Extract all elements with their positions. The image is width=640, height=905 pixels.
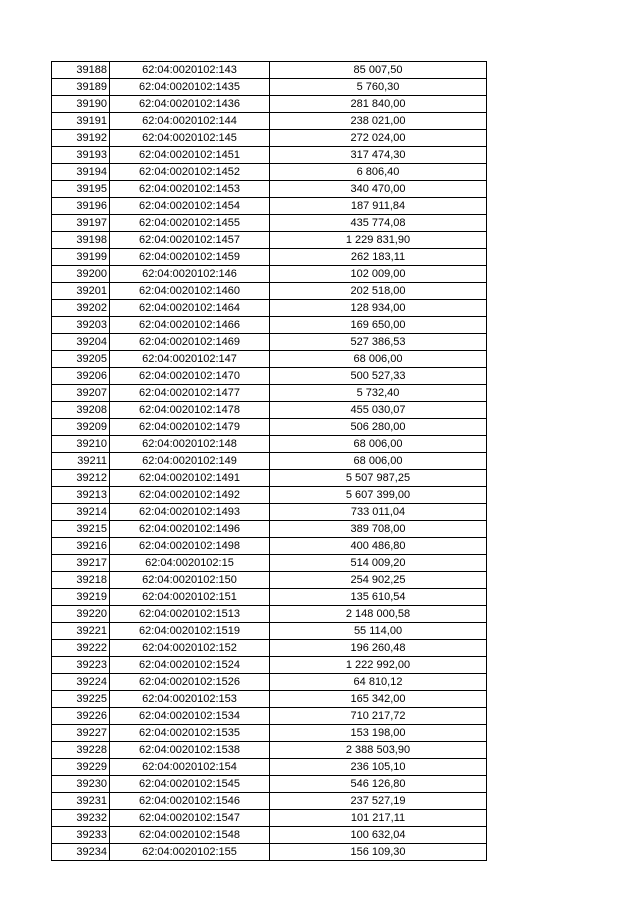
table-row bbox=[52, 844, 487, 861]
table-row bbox=[52, 555, 487, 572]
table-row bbox=[52, 504, 487, 521]
table-row bbox=[52, 62, 487, 79]
cell-row-number: 39191 bbox=[52, 113, 110, 130]
table-row bbox=[52, 266, 487, 283]
cell-amount: 5 507 987,25 bbox=[270, 470, 487, 487]
cell-row-number: 39217 bbox=[52, 555, 110, 572]
table-row bbox=[52, 793, 487, 810]
cell-row-number: 39229 bbox=[52, 759, 110, 776]
table-row bbox=[52, 589, 487, 606]
cell-row-number: 39205 bbox=[52, 351, 110, 368]
cell-row-number: 39189 bbox=[52, 79, 110, 96]
table-row bbox=[52, 572, 487, 589]
cell-cadastral-number: 62:04:0020102:1496 bbox=[110, 521, 270, 538]
cell-cadastral-number: 62:04:0020102:1493 bbox=[110, 504, 270, 521]
cell-row-number: 39212 bbox=[52, 470, 110, 487]
cell-amount: 1 229 831,90 bbox=[270, 232, 487, 249]
cell-row-number: 39206 bbox=[52, 368, 110, 385]
cell-cadastral-number: 62:04:0020102:155 bbox=[110, 844, 270, 861]
cell-cadastral-number: 62:04:0020102:143 bbox=[110, 62, 270, 79]
cell-amount: 165 342,00 bbox=[270, 691, 487, 708]
cell-amount: 68 006,00 bbox=[270, 436, 487, 453]
cell-row-number: 39198 bbox=[52, 232, 110, 249]
cell-cadastral-number: 62:04:0020102:1547 bbox=[110, 810, 270, 827]
table-row bbox=[52, 96, 487, 113]
cell-cadastral-number: 62:04:0020102:1546 bbox=[110, 793, 270, 810]
cell-row-number: 39227 bbox=[52, 725, 110, 742]
cell-cadastral-number: 62:04:0020102:1477 bbox=[110, 385, 270, 402]
cell-cadastral-number: 62:04:0020102:1451 bbox=[110, 147, 270, 164]
cell-cadastral-number: 62:04:0020102:1524 bbox=[110, 657, 270, 674]
cell-cadastral-number: 62:04:0020102:150 bbox=[110, 572, 270, 589]
table-row bbox=[52, 657, 487, 674]
cell-cadastral-number: 62:04:0020102:153 bbox=[110, 691, 270, 708]
cell-amount: 202 518,00 bbox=[270, 283, 487, 300]
cell-row-number: 39213 bbox=[52, 487, 110, 504]
cell-row-number: 39195 bbox=[52, 181, 110, 198]
cell-amount: 156 109,30 bbox=[270, 844, 487, 861]
cell-amount: 546 126,80 bbox=[270, 776, 487, 793]
cell-row-number: 39197 bbox=[52, 215, 110, 232]
cell-amount: 128 934,00 bbox=[270, 300, 487, 317]
cell-row-number: 39188 bbox=[52, 62, 110, 79]
cell-cadastral-number: 62:04:0020102:152 bbox=[110, 640, 270, 657]
cell-amount: 2 388 503,90 bbox=[270, 742, 487, 759]
table-row bbox=[52, 810, 487, 827]
table-row bbox=[52, 538, 487, 555]
cell-amount: 55 114,00 bbox=[270, 623, 487, 640]
cell-amount: 400 486,80 bbox=[270, 538, 487, 555]
table-row bbox=[52, 113, 487, 130]
cell-amount: 455 030,07 bbox=[270, 402, 487, 419]
cell-cadastral-number: 62:04:0020102:1534 bbox=[110, 708, 270, 725]
cell-cadastral-number: 62:04:0020102:1498 bbox=[110, 538, 270, 555]
table-body bbox=[52, 62, 487, 861]
cell-row-number: 39233 bbox=[52, 827, 110, 844]
table-row bbox=[52, 436, 487, 453]
cell-row-number: 39200 bbox=[52, 266, 110, 283]
cell-amount: 1 222 992,00 bbox=[270, 657, 487, 674]
cell-row-number: 39199 bbox=[52, 249, 110, 266]
cell-cadastral-number: 62:04:0020102:1469 bbox=[110, 334, 270, 351]
cell-cadastral-number: 62:04:0020102:1548 bbox=[110, 827, 270, 844]
cell-amount: 85 007,50 bbox=[270, 62, 487, 79]
cell-amount: 389 708,00 bbox=[270, 521, 487, 538]
table-row bbox=[52, 640, 487, 657]
table-row bbox=[52, 334, 487, 351]
cell-row-number: 39219 bbox=[52, 589, 110, 606]
cell-cadastral-number: 62:04:0020102:1454 bbox=[110, 198, 270, 215]
cell-amount: 102 009,00 bbox=[270, 266, 487, 283]
cell-row-number: 39203 bbox=[52, 317, 110, 334]
cell-row-number: 39232 bbox=[52, 810, 110, 827]
cell-row-number: 39196 bbox=[52, 198, 110, 215]
table-row bbox=[52, 487, 487, 504]
table-row bbox=[52, 453, 487, 470]
cell-cadastral-number: 62:04:0020102:1491 bbox=[110, 470, 270, 487]
table-row bbox=[52, 742, 487, 759]
cell-amount: 281 840,00 bbox=[270, 96, 487, 113]
cell-row-number: 39215 bbox=[52, 521, 110, 538]
cell-amount: 340 470,00 bbox=[270, 181, 487, 198]
cell-row-number: 39228 bbox=[52, 742, 110, 759]
cell-row-number: 39223 bbox=[52, 657, 110, 674]
cell-cadastral-number: 62:04:0020102:1459 bbox=[110, 249, 270, 266]
table-row bbox=[52, 606, 487, 623]
table-row bbox=[52, 708, 487, 725]
cell-amount: 64 810,12 bbox=[270, 674, 487, 691]
cell-cadastral-number: 62:04:0020102:1466 bbox=[110, 317, 270, 334]
cell-amount: 710 217,72 bbox=[270, 708, 487, 725]
cell-cadastral-number: 62:04:0020102:144 bbox=[110, 113, 270, 130]
cell-row-number: 39234 bbox=[52, 844, 110, 861]
cell-amount: 238 021,00 bbox=[270, 113, 487, 130]
cell-amount: 733 011,04 bbox=[270, 504, 487, 521]
cell-row-number: 39202 bbox=[52, 300, 110, 317]
cell-amount: 135 610,54 bbox=[270, 589, 487, 606]
cell-amount: 6 806,40 bbox=[270, 164, 487, 181]
cell-cadastral-number: 62:04:0020102:1464 bbox=[110, 300, 270, 317]
cell-amount: 5 732,40 bbox=[270, 385, 487, 402]
table-row bbox=[52, 368, 487, 385]
cell-cadastral-number: 62:04:0020102:1535 bbox=[110, 725, 270, 742]
cell-amount: 187 911,84 bbox=[270, 198, 487, 215]
table-row bbox=[52, 232, 487, 249]
cell-amount: 236 105,10 bbox=[270, 759, 487, 776]
cell-cadastral-number: 62:04:0020102:149 bbox=[110, 453, 270, 470]
cell-amount: 5 607 399,00 bbox=[270, 487, 487, 504]
cell-cadastral-number: 62:04:0020102:146 bbox=[110, 266, 270, 283]
cell-row-number: 39216 bbox=[52, 538, 110, 555]
cell-row-number: 39207 bbox=[52, 385, 110, 402]
cell-amount: 100 632,04 bbox=[270, 827, 487, 844]
cell-row-number: 39220 bbox=[52, 606, 110, 623]
cell-cadastral-number: 62:04:0020102:1453 bbox=[110, 181, 270, 198]
cell-cadastral-number: 62:04:0020102:15 bbox=[110, 555, 270, 572]
table-row bbox=[52, 691, 487, 708]
cell-amount: 2 148 000,58 bbox=[270, 606, 487, 623]
cell-row-number: 39218 bbox=[52, 572, 110, 589]
cell-cadastral-number: 62:04:0020102:1513 bbox=[110, 606, 270, 623]
cell-amount: 237 527,19 bbox=[270, 793, 487, 810]
cell-amount: 317 474,30 bbox=[270, 147, 487, 164]
table-row bbox=[52, 79, 487, 96]
cell-cadastral-number: 62:04:0020102:1538 bbox=[110, 742, 270, 759]
table-row bbox=[52, 725, 487, 742]
table-row bbox=[52, 759, 487, 776]
table-row bbox=[52, 249, 487, 266]
cell-amount: 68 006,00 bbox=[270, 453, 487, 470]
cell-amount: 527 386,53 bbox=[270, 334, 487, 351]
cell-row-number: 39190 bbox=[52, 96, 110, 113]
table-row bbox=[52, 283, 487, 300]
cadastral-values-table bbox=[51, 61, 487, 861]
table-row bbox=[52, 674, 487, 691]
cell-amount: 254 902,25 bbox=[270, 572, 487, 589]
table-row bbox=[52, 623, 487, 640]
cell-cadastral-number: 62:04:0020102:1519 bbox=[110, 623, 270, 640]
cell-cadastral-number: 62:04:0020102:1545 bbox=[110, 776, 270, 793]
cell-cadastral-number: 62:04:0020102:1492 bbox=[110, 487, 270, 504]
cell-cadastral-number: 62:04:0020102:1478 bbox=[110, 402, 270, 419]
cell-amount: 5 760,30 bbox=[270, 79, 487, 96]
table-row bbox=[52, 147, 487, 164]
cell-row-number: 39209 bbox=[52, 419, 110, 436]
cell-cadastral-number: 62:04:0020102:1435 bbox=[110, 79, 270, 96]
cell-cadastral-number: 62:04:0020102:1479 bbox=[110, 419, 270, 436]
table-row bbox=[52, 300, 487, 317]
table-row bbox=[52, 385, 487, 402]
cell-cadastral-number: 62:04:0020102:1460 bbox=[110, 283, 270, 300]
cell-cadastral-number: 62:04:0020102:148 bbox=[110, 436, 270, 453]
cell-amount: 500 527,33 bbox=[270, 368, 487, 385]
table-row bbox=[52, 402, 487, 419]
table-row bbox=[52, 317, 487, 334]
cell-row-number: 39214 bbox=[52, 504, 110, 521]
cell-cadastral-number: 62:04:0020102:1526 bbox=[110, 674, 270, 691]
table-row bbox=[52, 215, 487, 232]
cell-row-number: 39193 bbox=[52, 147, 110, 164]
cell-row-number: 39230 bbox=[52, 776, 110, 793]
cell-cadastral-number: 62:04:0020102:1452 bbox=[110, 164, 270, 181]
cell-cadastral-number: 62:04:0020102:151 bbox=[110, 589, 270, 606]
cell-row-number: 39194 bbox=[52, 164, 110, 181]
cell-cadastral-number: 62:04:0020102:145 bbox=[110, 130, 270, 147]
table-row bbox=[52, 198, 487, 215]
cell-cadastral-number: 62:04:0020102:1455 bbox=[110, 215, 270, 232]
cell-row-number: 39192 bbox=[52, 130, 110, 147]
cell-cadastral-number: 62:04:0020102:1436 bbox=[110, 96, 270, 113]
cell-row-number: 39210 bbox=[52, 436, 110, 453]
cell-row-number: 39211 bbox=[52, 453, 110, 470]
table-row bbox=[52, 351, 487, 368]
cell-cadastral-number: 62:04:0020102:1470 bbox=[110, 368, 270, 385]
cell-amount: 262 183,11 bbox=[270, 249, 487, 266]
cell-row-number: 39225 bbox=[52, 691, 110, 708]
cell-row-number: 39231 bbox=[52, 793, 110, 810]
cell-row-number: 39221 bbox=[52, 623, 110, 640]
cell-row-number: 39204 bbox=[52, 334, 110, 351]
table-row bbox=[52, 470, 487, 487]
cell-cadastral-number: 62:04:0020102:154 bbox=[110, 759, 270, 776]
cell-amount: 272 024,00 bbox=[270, 130, 487, 147]
cell-amount: 435 774,08 bbox=[270, 215, 487, 232]
cell-row-number: 39201 bbox=[52, 283, 110, 300]
cell-row-number: 39226 bbox=[52, 708, 110, 725]
table-row bbox=[52, 130, 487, 147]
cell-amount: 506 280,00 bbox=[270, 419, 487, 436]
cell-amount: 169 650,00 bbox=[270, 317, 487, 334]
table-row bbox=[52, 776, 487, 793]
table-row bbox=[52, 827, 487, 844]
cell-row-number: 39208 bbox=[52, 402, 110, 419]
table-row bbox=[52, 521, 487, 538]
table-row bbox=[52, 181, 487, 198]
cell-amount: 153 198,00 bbox=[270, 725, 487, 742]
cell-amount: 514 009,20 bbox=[270, 555, 487, 572]
cell-row-number: 39222 bbox=[52, 640, 110, 657]
cell-cadastral-number: 62:04:0020102:1457 bbox=[110, 232, 270, 249]
cell-row-number: 39224 bbox=[52, 674, 110, 691]
table-row bbox=[52, 419, 487, 436]
cell-amount: 196 260,48 bbox=[270, 640, 487, 657]
table-row bbox=[52, 164, 487, 181]
cell-cadastral-number: 62:04:0020102:147 bbox=[110, 351, 270, 368]
cell-amount: 68 006,00 bbox=[270, 351, 487, 368]
cell-amount: 101 217,11 bbox=[270, 810, 487, 827]
